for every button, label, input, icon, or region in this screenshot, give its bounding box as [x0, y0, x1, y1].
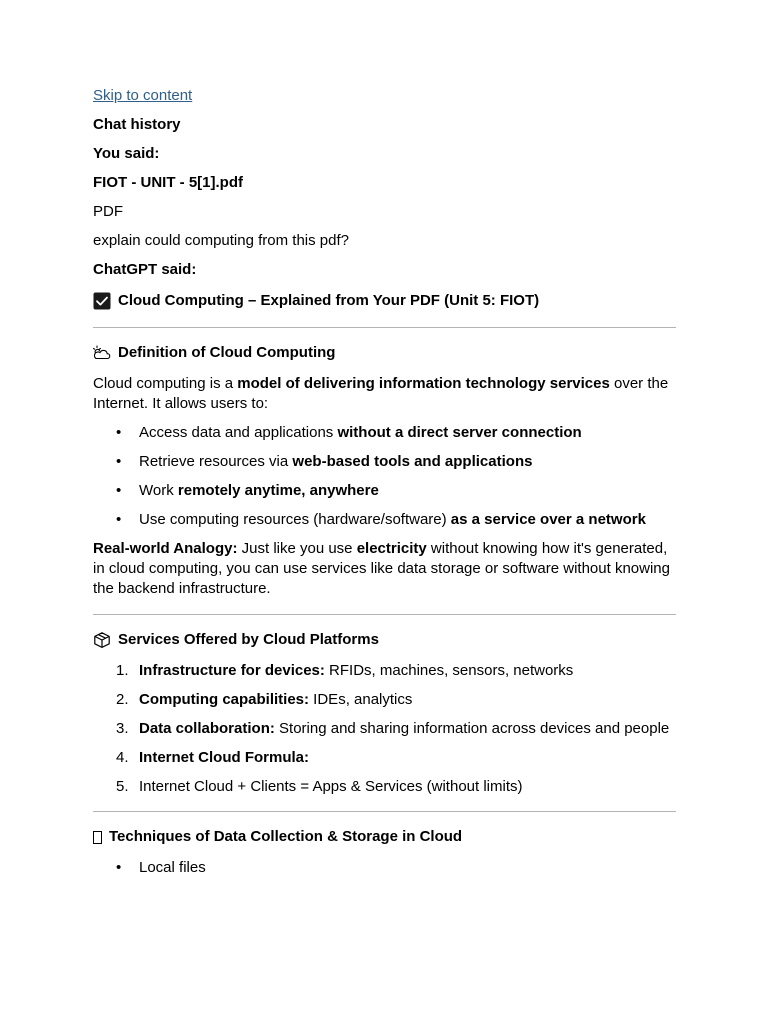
divider	[93, 614, 676, 615]
list-item	[93, 858, 676, 878]
definition-intro-pre: Cloud computing is a	[93, 375, 238, 392]
list-item	[93, 423, 676, 443]
list-item-text: Retrieve resources via	[139, 453, 293, 470]
bullet-marker: •	[116, 482, 122, 499]
list-item-text: IDEs, analytics	[309, 691, 413, 708]
cloud-sun-icon	[93, 344, 111, 362]
list-number: 4.	[116, 749, 129, 766]
response-title: Cloud Computing – Explained from Your PDF (Unit 5: FIOT)	[118, 292, 540, 309]
services-numbered-list	[93, 661, 676, 797]
you-said-label: You said:	[93, 145, 160, 162]
analogy-paragraph	[93, 539, 676, 599]
list-item	[93, 690, 676, 710]
chat-history-heading: Chat history	[93, 116, 181, 133]
definition-intro	[93, 374, 676, 414]
services-heading-row	[93, 630, 676, 650]
list-item-bold: Infrastructure for devices:	[139, 662, 325, 679]
list-item-text: Access data and applications	[139, 424, 338, 441]
list-item	[93, 481, 676, 501]
check-box-icon	[93, 292, 111, 310]
list-item-text: Storing and sharing information across devices and people	[274, 720, 670, 737]
definition-intro-bold: model of delivering information technology services	[237, 375, 610, 392]
divider	[93, 327, 676, 328]
analogy-label: Real-world Analogy:	[93, 540, 238, 557]
techniques-heading: Techniques of Data Collection & Storage in Cloud	[109, 828, 463, 845]
list-item	[93, 777, 676, 797]
list-item-bold: web-based tools and applications	[292, 453, 533, 470]
bullet-marker: •	[116, 859, 122, 876]
list-item-bold: Internet Cloud Formula:	[139, 749, 309, 766]
bullet-marker: •	[116, 453, 122, 470]
analogy-bold: electricity	[356, 540, 427, 557]
list-item	[93, 452, 676, 472]
attachment-filename[interactable]: FIOT - UNIT - 5[1].pdf	[93, 174, 243, 191]
definition-heading: Definition of Cloud Computing	[118, 344, 336, 361]
list-item-text: Work	[139, 482, 178, 499]
list-item-bold: without a direct server connection	[337, 424, 582, 441]
package-icon	[93, 631, 111, 649]
list-number: 1.	[116, 662, 129, 679]
attachment-type: PDF	[93, 203, 123, 220]
definition-intro-post: over the Internet. It allows users to:	[93, 375, 669, 412]
definition-bullet-list	[93, 423, 676, 530]
list-item	[93, 661, 676, 681]
list-item	[93, 510, 676, 530]
services-heading: Services Offered by Cloud Platforms	[118, 631, 379, 648]
bullet-marker: •	[116, 424, 122, 441]
list-item	[93, 748, 676, 768]
definition-heading-row	[93, 343, 676, 363]
techniques-bullet-list	[93, 858, 676, 878]
list-number: 5.	[116, 778, 129, 795]
divider	[93, 811, 676, 812]
list-number: 2.	[116, 691, 129, 708]
user-message: explain could computing from this pdf?	[93, 232, 349, 249]
list-item-bold: Computing capabilities:	[139, 691, 310, 708]
list-item-bold: as a service over a network	[450, 511, 646, 528]
document-page	[93, 86, 676, 887]
list-number: 3.	[116, 720, 129, 737]
analogy-post: without knowing how it's generated, in cloud computing, you can use services like data storage or software without knowing the backend infrastructure.	[93, 540, 670, 597]
list-item-text: Internet Cloud + Clients = Apps & Services (without limits)	[139, 778, 523, 795]
skip-to-content-link[interactable]: Skip to content	[93, 87, 193, 104]
chatgpt-said-label: ChatGPT said:	[93, 261, 197, 278]
list-item	[93, 719, 676, 739]
list-item-bold: Data collaboration:	[139, 720, 275, 737]
analogy-pre: Just like you use	[237, 540, 357, 557]
list-item-text: Use computing resources (hardware/software)	[139, 511, 451, 528]
list-item-text: RFIDs, machines, sensors, networks	[324, 662, 574, 679]
missing-glyph-icon	[93, 831, 102, 844]
response-title-row	[93, 291, 676, 311]
skip-to-content-row	[93, 86, 676, 106]
bullet-marker: •	[116, 511, 122, 528]
techniques-heading-row	[93, 827, 676, 847]
list-item-bold: remotely anytime, anywhere	[177, 482, 379, 499]
list-item-text: Local files	[139, 859, 206, 876]
